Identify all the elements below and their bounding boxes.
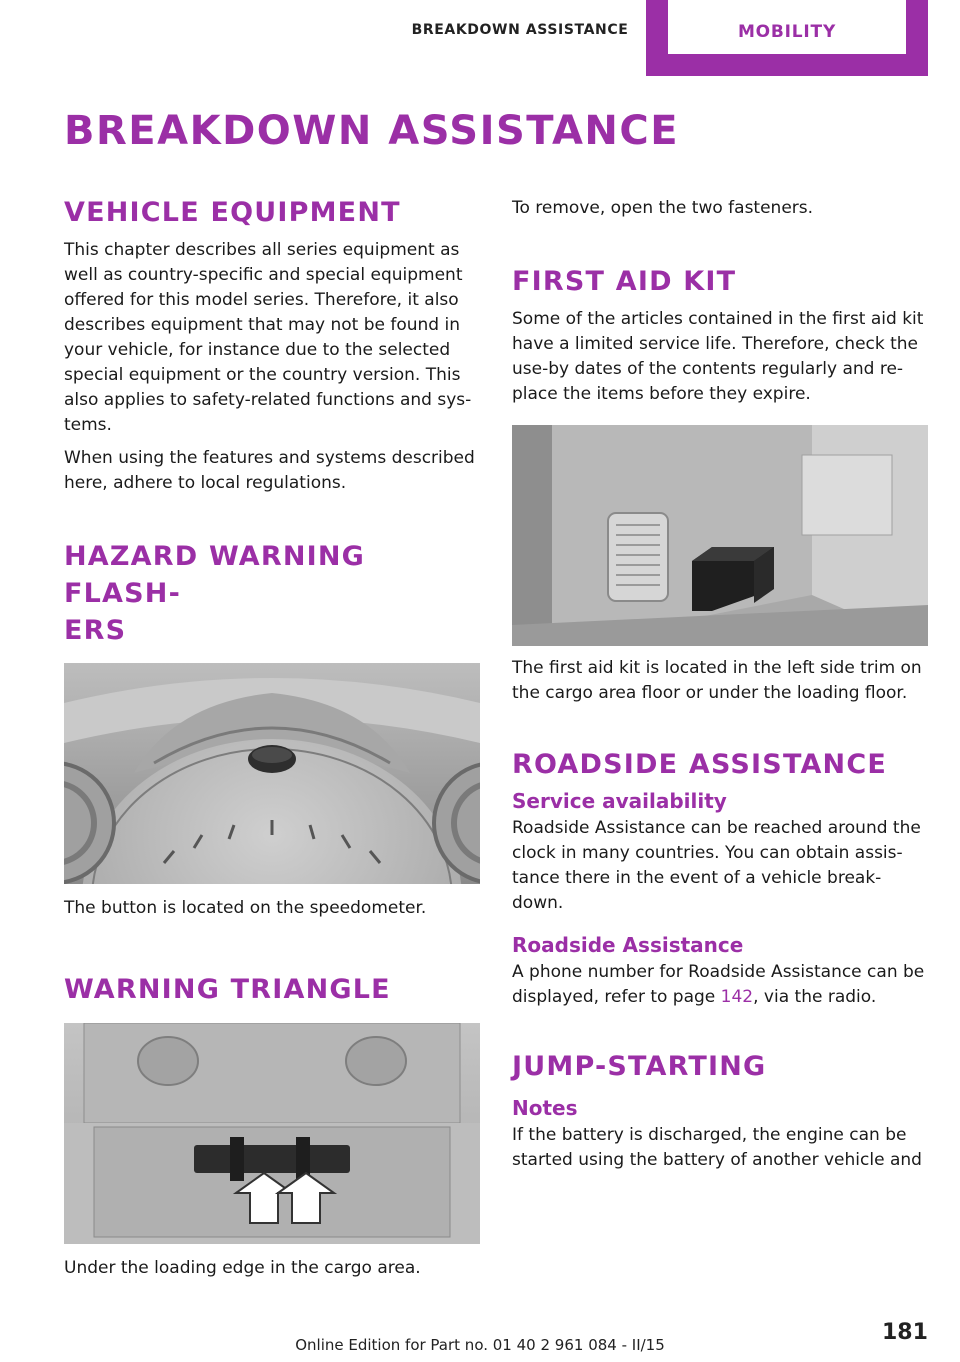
vehicle-equipment-text-2: When using the features and systems described here, adhere to local regulations.	[64, 447, 475, 493]
right-column	[512, 196, 928, 1173]
first-aid-text: Some of the articles contained in the first aid kit have a limited service life. Therefore, check the use-by dates of the contents regularly and re‐ place the items before they expire.	[512, 308, 924, 404]
jump-starting-text: If the battery is discharged, the engine can be started using the battery of another vehicle and	[512, 1125, 922, 1171]
heading-jump-starting: JUMP-STARTING	[512, 1050, 767, 1082]
heading-vehicle-equipment: VEHICLE EQUIPMENT	[64, 197, 401, 228]
triangle-caption: Under the loading edge in the cargo area.	[64, 1257, 421, 1278]
footer-edition: Online Edition for Part no. 01 40 2 961 084 - II/15	[295, 1336, 665, 1354]
first-aid-kit-photo	[512, 425, 928, 646]
heading-hazard-line1: HAZARD WARNING FLASH‐	[64, 540, 366, 609]
roadside-phone-text	[512, 960, 928, 1010]
roadside-text-after: , via the radio.	[753, 986, 877, 1007]
service-availability-text: Roadside Assistance can be reached around the clock in many countries. You can obtain assis‐ tance there in the event of a vehicle break‐ down.	[512, 817, 921, 913]
heading-first-aid-kit: FIRST AID KIT	[512, 266, 737, 297]
hazard-caption: The button is located on the speedometer.	[64, 897, 427, 918]
subheading-notes: Notes	[512, 1096, 578, 1121]
chapter-tab-inner	[668, 0, 906, 54]
page-number: 181	[882, 1320, 928, 1345]
first-aid-caption: The first aid kit is located in the left side trim on the cargo area floor or under the loading floor.	[512, 657, 922, 703]
vehicle-equipment-text-1: This chapter describes all series equipment as well as country-specific and special equipment offered for this model series. Therefore, it also describes equipment that may not be found in your vehicle, for instance due to the selected special equipment or the country version. This also applies to safety-related functions and sys‐ tems.	[64, 239, 472, 435]
subheading-service-availability: Service availability	[512, 788, 727, 813]
chapter-tab	[646, 0, 928, 76]
page-link-142[interactable]: 142	[720, 986, 754, 1007]
remove-instruction: To remove, open the two fasteners.	[512, 198, 814, 218]
heading-hazard-warning	[64, 538, 480, 649]
chapter-tab-label: MOBILITY	[737, 22, 837, 42]
heading-warning-triangle: WARNING TRIANGLE	[64, 973, 391, 1005]
roadside-text-before: A phone number for Roadside Assistance can be displayed, refer to page	[512, 961, 925, 1007]
running-header-section: BREAKDOWN ASSISTANCE	[411, 22, 629, 38]
page-title: BREAKDOWN ASSISTANCE	[64, 108, 680, 154]
heading-hazard-line2: ERS	[64, 614, 127, 646]
left-column	[64, 196, 480, 1281]
speedometer-photo	[64, 663, 480, 884]
subheading-roadside-assistance: Roadside Assistance	[512, 932, 744, 957]
cargo-area-photo	[64, 1023, 480, 1244]
heading-roadside-assistance: ROADSIDE ASSISTANCE	[512, 748, 888, 780]
